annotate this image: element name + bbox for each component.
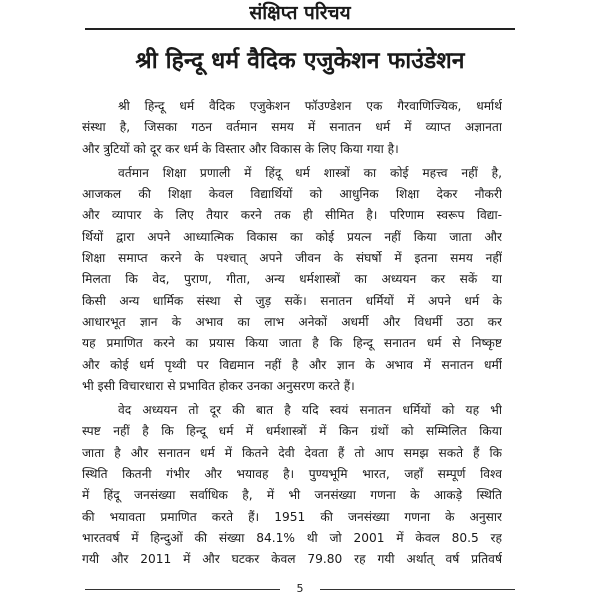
section-header: संक्षिप्त परिचय <box>249 2 351 24</box>
text-line: जाता है और सनातन धर्म में कितने देवी देवता हैं तो आप समझ सकते हैं कि <box>82 445 502 460</box>
text-line: और व्यापार के लिए तैयार करने तक ही सीमित है। परिणाम स्वरूप विद्या- <box>82 208 502 223</box>
text-line: और कोई धर्म पृथ्वी पर विद्यमान नहीं है और ज्ञान के अभाव में सनातन धर्मी <box>82 357 502 372</box>
header-divider <box>85 28 515 30</box>
text-line: संस्था है, जिसका गठन वर्तमान समय में सनातन धर्म में व्याप्त अज्ञानता <box>82 120 502 135</box>
text-line: मिलता कि वेद, पुराण, गीता, अन्य धर्मशास्त्रों का अध्ययन कर सकें या <box>82 272 502 287</box>
footer-divider-right <box>320 589 515 590</box>
page-footer <box>85 582 515 598</box>
page-title: श्री हिन्दू धर्म वैदिक एजुकेशन फाउंडेशन <box>135 48 465 74</box>
page-number: 5 <box>296 582 304 595</box>
text-line: वेद अध्ययन तो दूर की बात है यदि स्वयं सनातन धर्मियों को यह भी <box>118 403 502 418</box>
text-line: भी इसी विचारधारा से प्रभावित होकर उनका अनुसरण करते हैं। <box>82 378 355 393</box>
paragraph-1 <box>82 96 502 160</box>
text-line: स्थिति कितनी गंभीर और भयावह है। पुण्यभूमि भारत, जहाँ सम्पूर्ण विश्व <box>82 467 502 482</box>
paragraph-2 <box>82 163 502 397</box>
paragraph-3 <box>82 400 502 570</box>
text-line: वर्तमान शिक्षा प्रणाली में हिंदू धर्म शास्त्रों का कोई महत्त्व नहीं है, <box>118 165 502 180</box>
text-line: श्री हिन्दू धर्म वैदिक एजुकेशन फॉउण्डेशन एक गैरवाणिज्यिक, धर्मार्थ <box>118 99 502 113</box>
body-text <box>82 96 502 574</box>
text-line: भारतवर्ष में हिन्दुओं की संख्या 84.1% थी जो 2001 में केवल 80.5 रह <box>82 530 502 545</box>
text-line: आधारभूत ज्ञान के अभाव का लाभ अनेकों अधर्मी और विधर्मी उठा कर <box>82 314 502 329</box>
text-line: और त्रुटियों को दूर कर धर्म के विस्तार और विकास के लिए किया गया है। <box>82 141 399 156</box>
text-line: की भयावता प्रमाणित करते हैं। 1951 की जनसंख्या गणना के अनुसार <box>82 509 502 524</box>
text-line: यह प्रमाणित करने का प्रयास किया जाता है कि हिन्दू सनातन धर्म से निष्कृष्ट <box>82 336 502 351</box>
text-line: किसी अन्य धार्मिक संस्था से जुड़ सकें। सनातन धर्मियों में अपने धर्म के <box>82 293 502 308</box>
text-line: र्थियों द्वारा अपने आध्यात्मिक विकास का कोई प्रयत्न नहीं किया जाता और <box>82 229 502 244</box>
text-line: में हिंदू जनसंख्या सर्वाधिक है, में भी जनसंख्या गणना के आकड़े स्थिति <box>82 488 502 503</box>
text-line: स्पष्ट नहीं है कि हिन्दू धर्म में धर्मशास्त्रों में किन ग्रंथों को सम्मिलित किया <box>82 424 502 439</box>
text-line: गयी और 2011 में और घटकर केवल 79.80 रह गयी अर्थात् वर्ष प्रतिवर्ष <box>82 552 502 567</box>
text-line: शिक्षा समाप्त करने के पश्चात् अपने जीवन के संघर्षो में इतना समय नहीं <box>82 251 502 266</box>
text-line: आजकल की शिक्षा केवल विद्यार्थियों को आधुनिक शिक्षा देकर नौकरी <box>82 187 502 202</box>
